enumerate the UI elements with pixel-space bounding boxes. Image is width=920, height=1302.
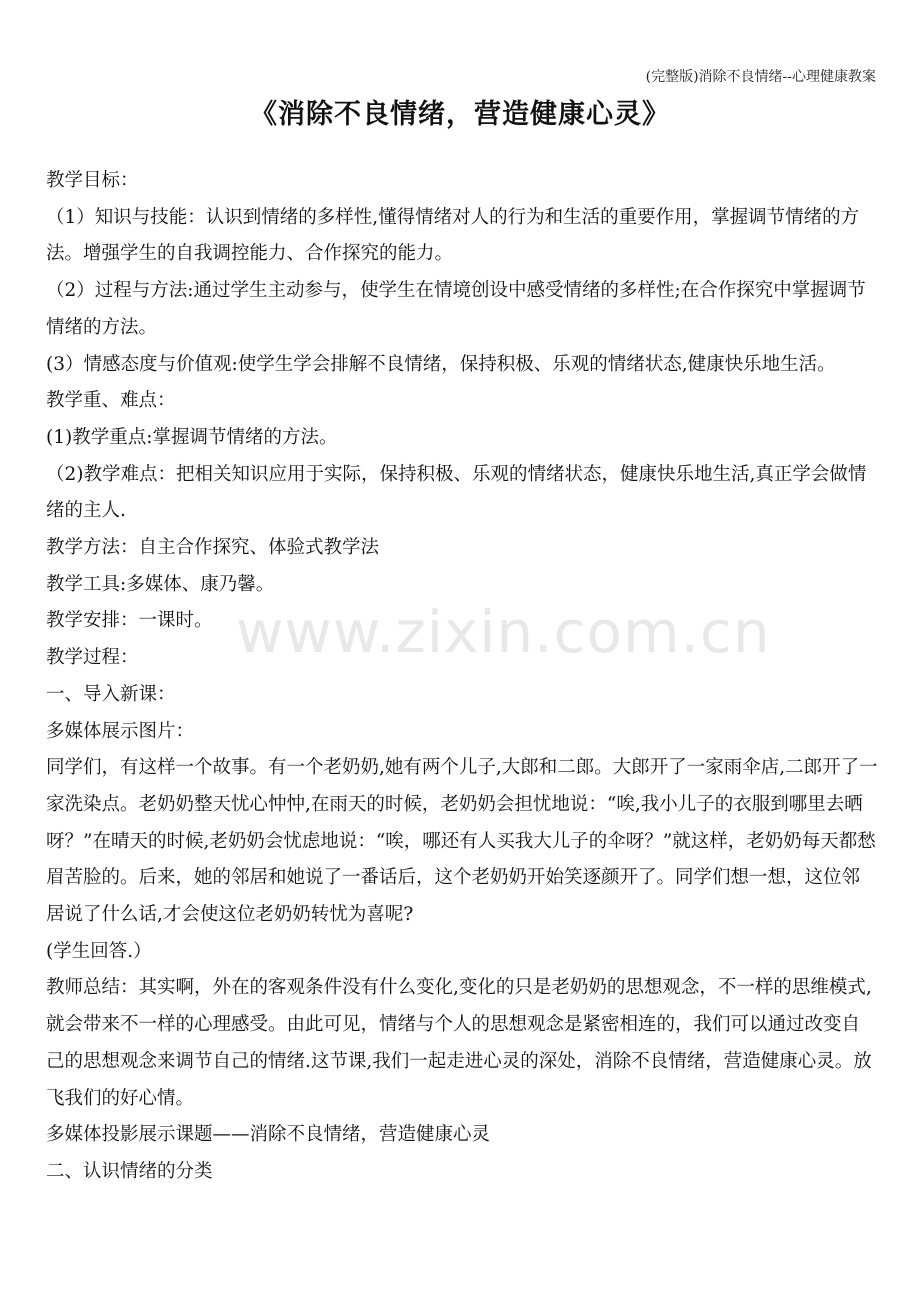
paragraph: 教学安排：一课时。	[46, 610, 213, 632]
paragraph: 多媒体展示图片：	[46, 720, 195, 742]
header-note: (完整版)消除不良情绪--心理健康教案	[645, 69, 876, 85]
paragraph: 教学过程：	[46, 647, 139, 669]
paragraph: （1）知识与技能：认识到情绪的多样性,懂得情绪对人的行为和生活的重要作用，掌握调节情绪的方法。增强学生的自我调控能力、合作探究的能力。	[46, 206, 860, 265]
paragraph: 教学工具:多媒体、康乃馨。	[46, 573, 275, 595]
paragraph: （2）过程与方法:通过学生主动参与，使学生在情境创设中感受情绪的多样性;在合作探究中掌握调节情绪的方法。	[46, 280, 866, 338]
paragraph: 同学们，有这样一个故事。有一个老奶奶,她有两个儿子,大郎和二郎。大郎开了一家雨伞店,二郎开了一家洗染点。老奶奶整天忧心忡忡,在雨天的时候，老奶奶会担忧地说：“唉,我小儿子的衣服到哪里去晒呀？”在晴天的时候,老奶奶会忧虑地说：“唉，哪还有人买我大儿子的伞呀？”就这样，老奶奶每天都愁眉苦脸的。后来，她的邻居和她说了一番话后，这个老奶奶开始笑逐颜开了。同学们想一想，这位邻居说了什么话,才会使这位老奶奶转忧为喜呢?	[46, 757, 878, 926]
paragraph: 教学目标：	[46, 170, 139, 191]
paragraph: 二、认识情绪的分类	[46, 1160, 213, 1182]
paragraph: (3）情感态度与价值观:使学生学会排解不良情绪，保持积极、乐观的情绪状态,健康快乐地生活。	[46, 353, 836, 375]
paragraph: 教学方法：自主合作探究、体验式教学法	[46, 537, 380, 559]
paragraph: (1)教学重点:掌握调节情绪的方法。	[46, 426, 338, 448]
paragraph: 多媒体投影展示课题——消除不良情绪，营造健康心灵	[46, 1124, 491, 1146]
document-body	[46, 163, 878, 1191]
paragraph: （2)教学难点：把相关知识应用于实际，保持积极、乐观的情绪状态，健康快乐地生活,真正学会做情绪的主人.	[46, 463, 867, 522]
paragraph: 一、导入新课：	[46, 683, 176, 705]
paragraph: 教师总结：其实啊，外在的客观条件没有什么变化,变化的只是老奶奶的思想观念，不一样的思维模式,就会带来不一样的心理感受。由此可见，情绪与个人的思想观念是紧密相连的，我们可以通过改变自己的思想观念来调节自己的情绪.这节课,我们一起走进心灵的深处，消除不良情绪，营造健康心灵。放飞我们的好心情。	[46, 977, 872, 1109]
paragraph: (学生回答.）	[46, 940, 152, 962]
watermark: www.zixin.com.cn	[236, 598, 771, 666]
document-title: 《消除不良情绪，营造健康心灵》	[250, 99, 670, 130]
paragraph: 教学重、难点：	[46, 390, 176, 412]
